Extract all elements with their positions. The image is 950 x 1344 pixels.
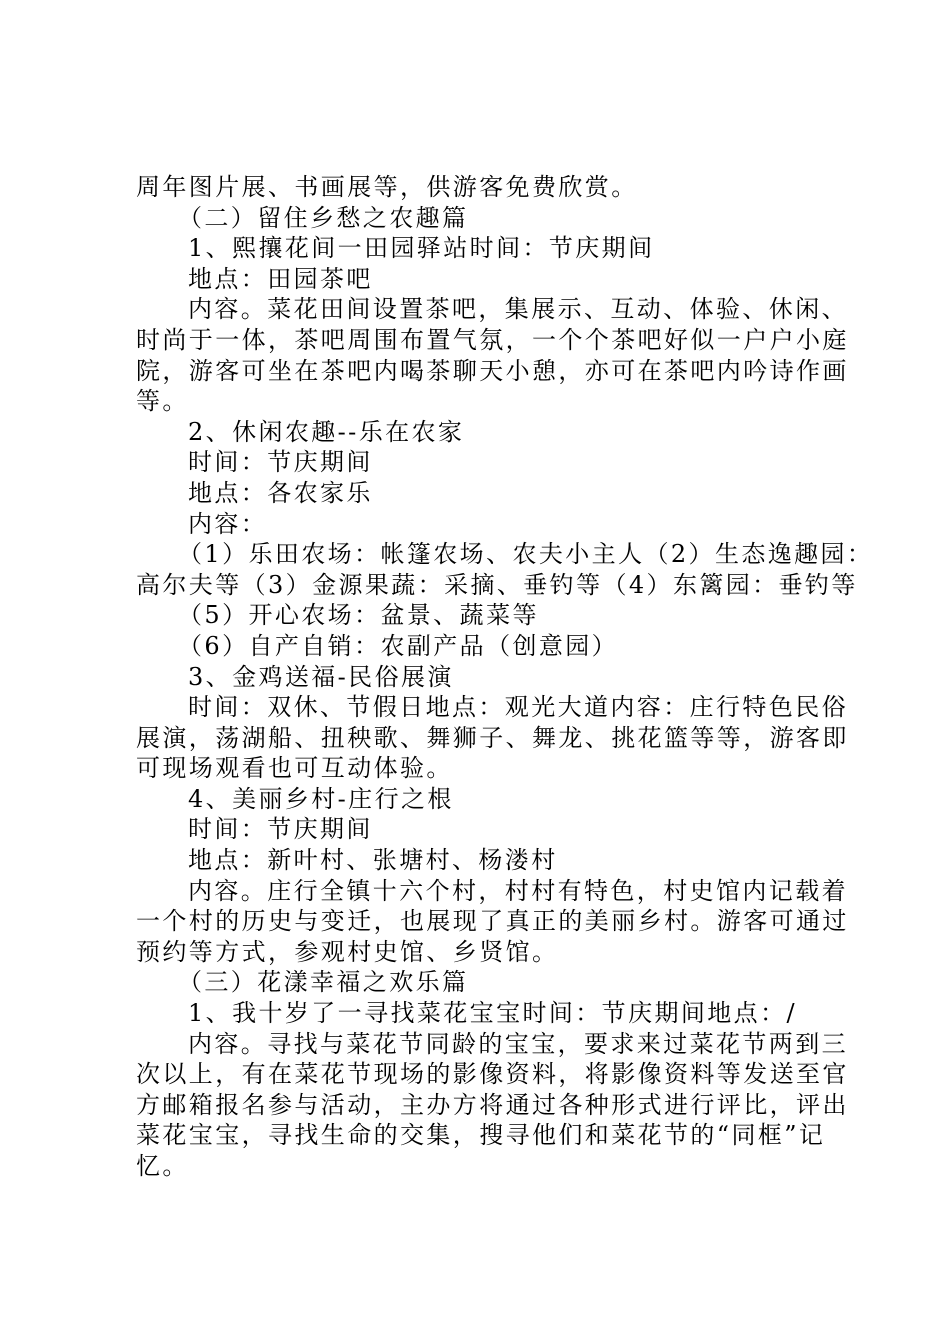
location-line: 地点：新叶村、张塘村、杨溇村: [188, 846, 558, 875]
content-paragraph-start: 内容。菜花田间设置茶吧，集展示、互动、体验、休闲、: [188, 295, 848, 324]
content-paragraph-start: 内容。寻找与菜花节同龄的宝宝，要求来过菜花节两到三: [188, 1029, 848, 1058]
content-paragraph-line: 预约等方式，参观村史馆、乡贤馆。: [136, 937, 559, 966]
location-line: 地点：各农家乐: [188, 478, 373, 507]
content-paragraph-line: 菜花宝宝，寻找生命的交集，搜寻他们和菜花节的“同框”记: [136, 1121, 826, 1150]
item-heading-4: 4、美丽乡村-庄行之根: [188, 784, 454, 813]
content-paragraph-line: 院，游客可坐在茶吧内喝茶聊天小憩，亦可在茶吧内吟诗作画: [136, 356, 849, 385]
time-line: 时间：节庆期间: [188, 815, 373, 844]
content-paragraph-line: 可现场观看也可互动体验。: [136, 754, 453, 783]
list-line: （1）乐田农场：帐篷农场、农夫小主人（2）生态逸趣园：: [178, 540, 874, 569]
section-heading-2: （二）留住乡愁之农趣篇: [178, 203, 469, 232]
list-line: （6）自产自销：农副产品（创意园）: [178, 631, 619, 660]
section-heading-3: （三）花漾幸福之欢乐篇: [178, 968, 469, 997]
content-label: 内容：: [188, 509, 268, 538]
item-heading-3: 3、金鸡送福-民俗展演: [188, 662, 454, 691]
list-line: 高尔夫等（3）金源果蔬：采摘、垂钓等（4）东篱园：垂钓等: [136, 570, 858, 599]
document-body: [136, 172, 874, 1182]
content-paragraph-line: 展演，荡湖船、扭秧歌、舞狮子、舞龙、挑花篮等等，游客即: [136, 723, 849, 752]
item-heading-2: 2、休闲农趣--乐在农家: [188, 417, 465, 446]
content-paragraph-line: 时尚于一体，茶吧周围布置气氛，一个个茶吧好似一户户小庭: [136, 325, 849, 354]
content-paragraph-line: 次以上，有在菜花节现场的影像资料，将影像资料等发送至官: [136, 1060, 849, 1089]
text-line-1: 周年图片展、书画展等，供游客免费欣赏。: [136, 173, 638, 201]
content-paragraph-line: 一个村的历史与变迁，也展现了真正的美丽乡村。游客可通过: [136, 907, 849, 936]
time-line: 时间：节庆期间: [188, 448, 373, 477]
content-paragraph-start: 时间：双休、节假日地点：观光大道内容：庄行特色民俗: [188, 693, 848, 722]
content-paragraph-start: 内容。庄行全镇十六个村，村村有特色，村史馆内记载着: [188, 876, 848, 905]
location-line: 地点：田园茶吧: [188, 264, 373, 293]
content-paragraph-line: 忆。: [136, 1152, 189, 1180]
item-heading-1: 1、熙攘花间一田园驿站时间：节庆期间: [188, 234, 655, 263]
list-line: （5）开心农场：盆景、蔬菜等: [178, 601, 539, 630]
content-paragraph-line: 等。: [136, 387, 189, 416]
item-heading-5: 1、我十岁了一寻找菜花宝宝时间：节庆期间地点：/: [188, 999, 797, 1028]
content-paragraph-line: 方邮箱报名参与活动，主办方将通过各种形式进行评比，评出: [136, 1090, 849, 1119]
